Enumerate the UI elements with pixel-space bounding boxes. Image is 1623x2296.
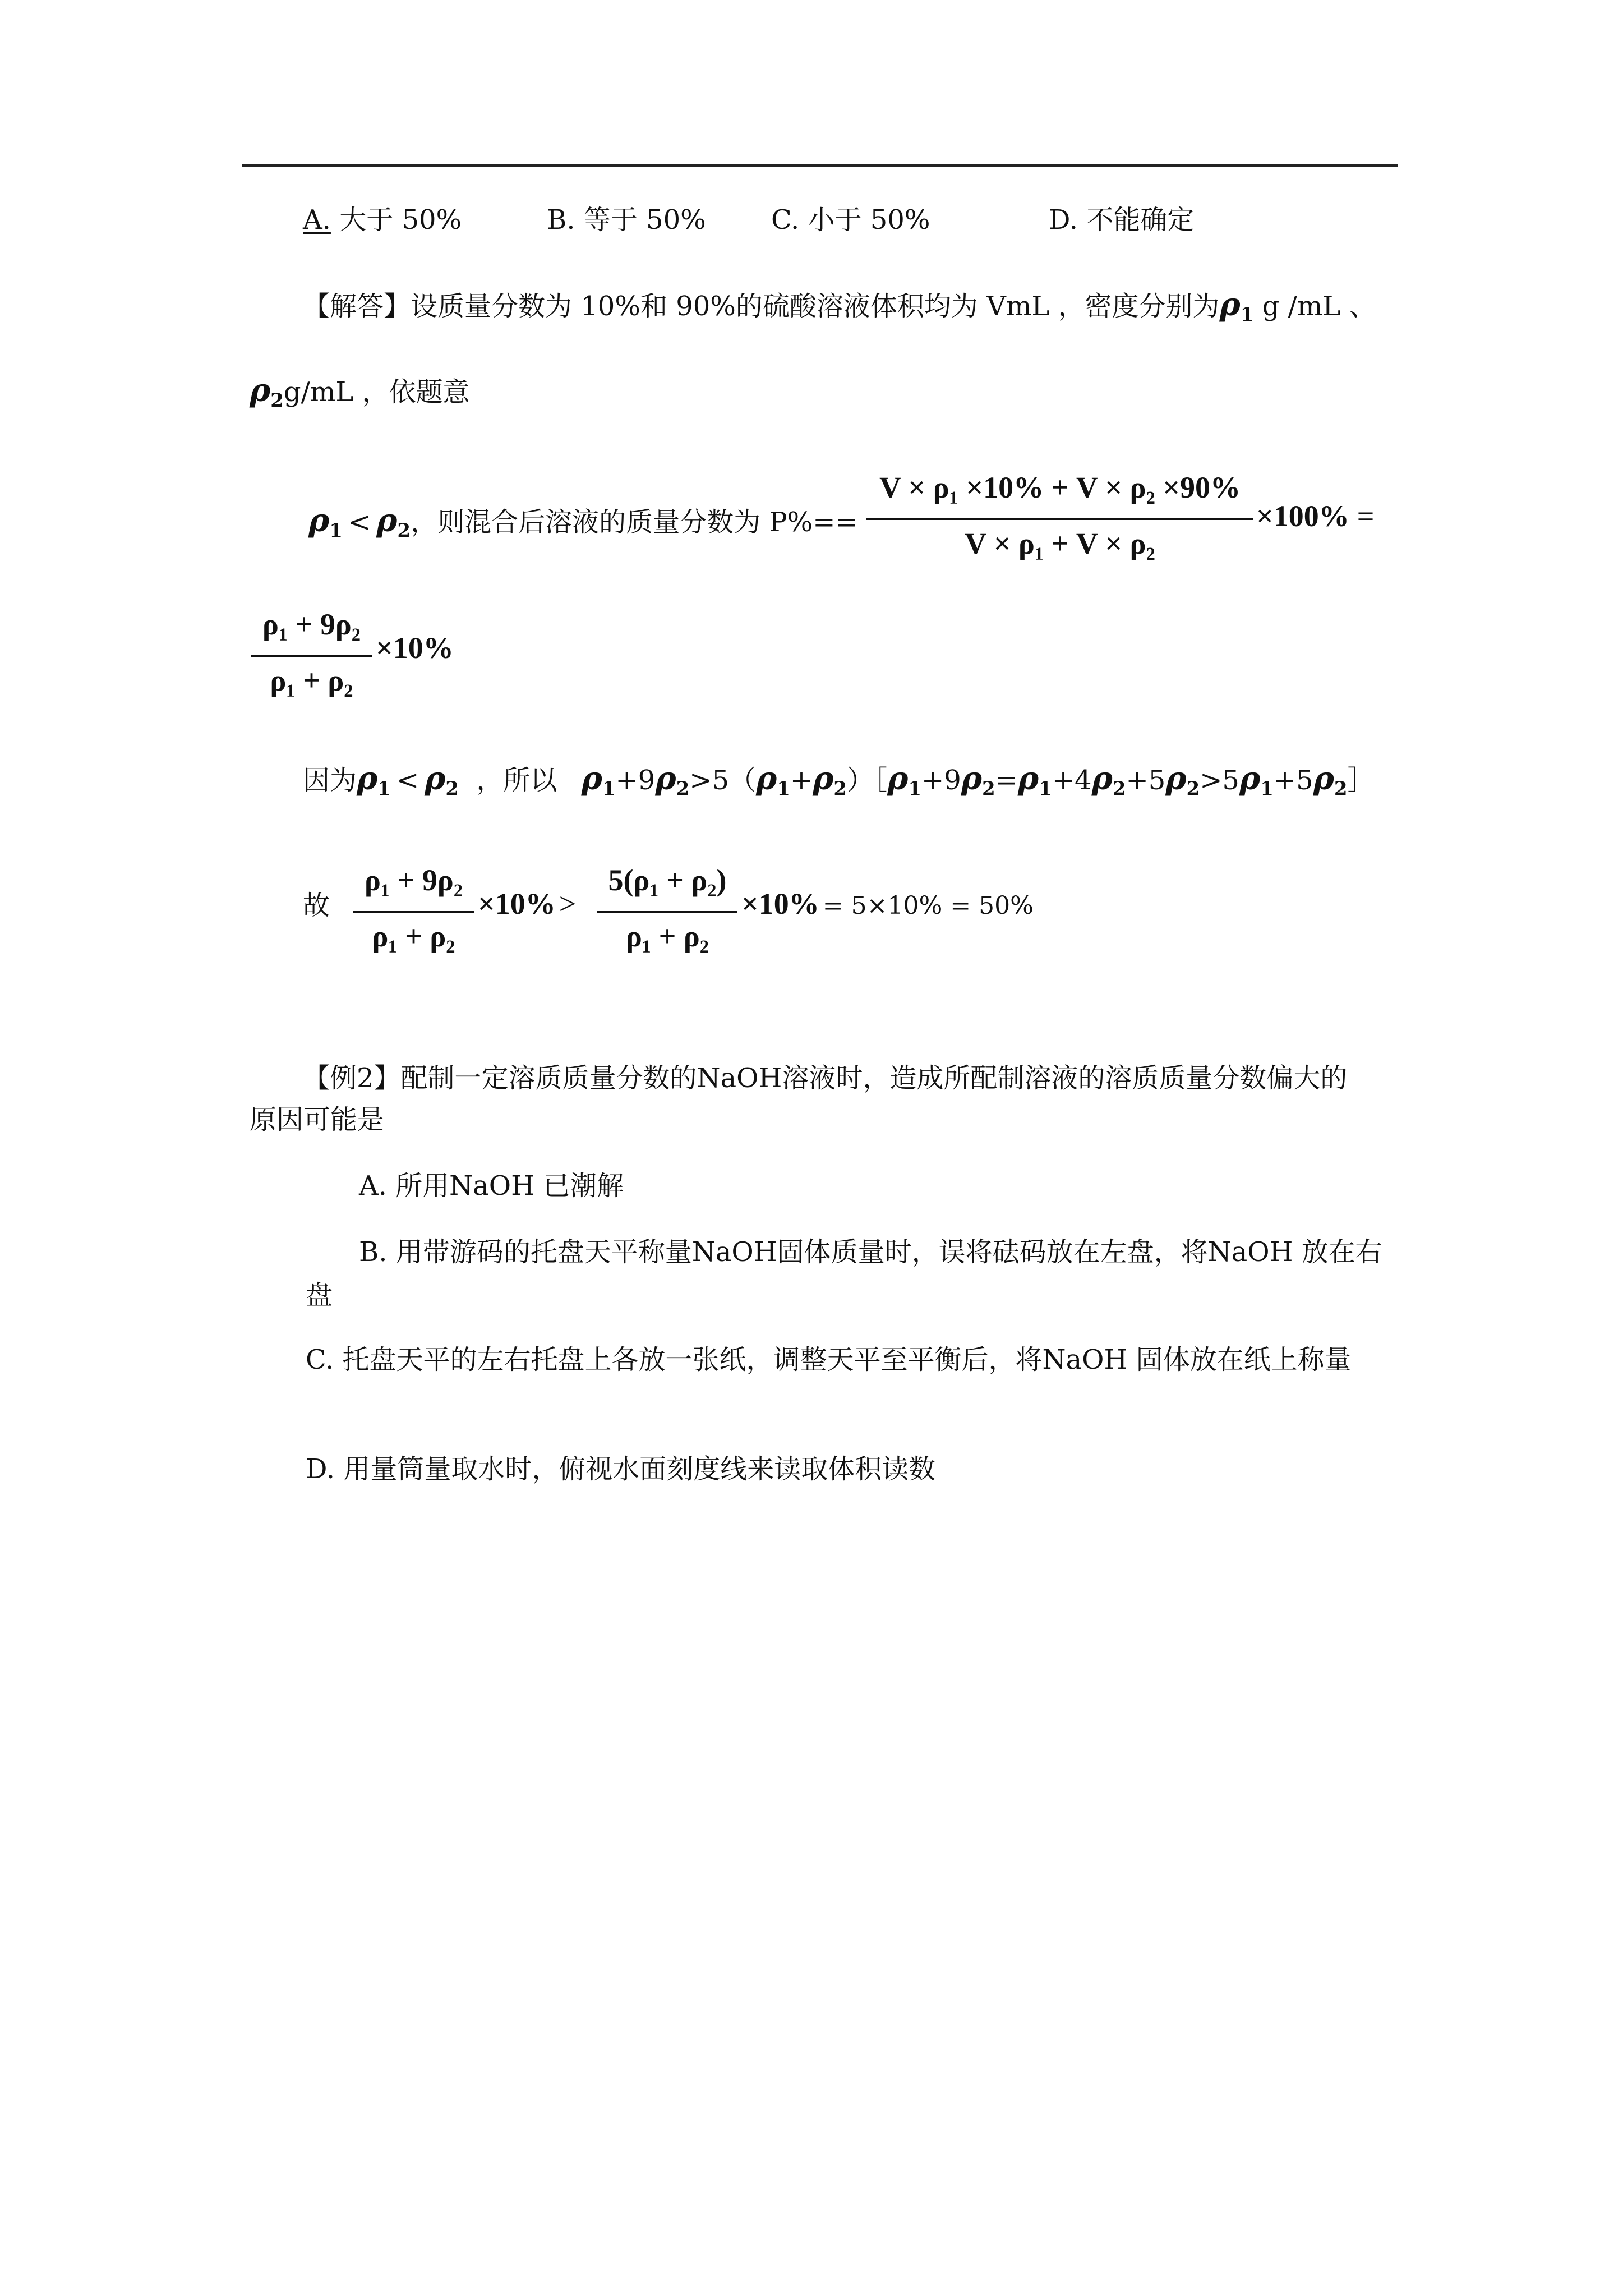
option-a-text: 大于 50% [339,204,462,236]
option-d: D. 不能确定 [1049,204,1195,236]
option-b: B. 等于 50% [547,204,706,236]
example2-option-c: C. 托盘天平的左右托盘上各放一张纸，调整天平至平衡后，将NaOH 固体放在纸上称量 [306,1344,1352,1375]
option-a [303,204,462,236]
mix-text: ，则混合后溶液的质量分数为 P%== [411,507,858,538]
therefore-numerator-2: 5(ρ₁ + ρ₂) [608,863,727,897]
times-10: ×10% [376,631,454,665]
example2-option-b-line1: B. 用带游码的托盘天平称量NaOH固体质量时，误将砝码放在左盘，将NaOH 放在右 [359,1236,1382,1268]
example2-question-line1: 【例2】配制一定溶质质量分数的NaOH溶液时，造成所配制溶液的溶质质量分数偏大的 [303,1062,1348,1094]
equals-sign: = [1357,499,1375,533]
example2-question-line2: 原因可能是 [250,1104,385,1135]
lt-sign: < [348,507,371,538]
answer-unit-2: g/mL ，依题意 [283,376,470,408]
because-line: 因为$\rho_1 < \rho_2$ ，所以 $\rho_1+9\rho_2>5(\rho_1+\rho_2)[\rho_1+9\rho_2=\rho_1+4\rho_2+5\rho_2>5\rho_1+5\rho_2]$ [303,760,1375,800]
therefore-result: ×10% = 5×10% = 50% [741,887,1034,921]
simplified-fraction [251,607,372,708]
simplified-denominator: ρ₁ + ρ₂ [270,664,353,697]
answer-intro: 【解答】设质量分数为 10%和 90%的硫酸溶液体积均为 VmL ，密度分别为 [303,291,1220,322]
answer-line-2: $\rho_2g/mL$ ，依题意 [250,372,470,412]
therefore-fraction-1: ρ₁ + 9ρ₂ ρ₁ + ρ₂ [353,863,474,964]
result-text: = 5×10% = 50% [822,891,1034,920]
fraction-numerator: V × ρ₁ ×10% + V × ρ₂ ×90% [879,471,1241,504]
example2-option-b-line2: 盘 [306,1280,333,1311]
mass-fraction-formula [866,470,1253,571]
simplified-numerator: ρ₁ + 9ρ₂ [262,608,361,641]
therefore-times-10-a: ×10% > [478,887,577,921]
times-100: ×100% = [1256,499,1375,533]
therefore-fraction-2: 5(ρ₁ + ρ₂) ρ₁ + ρ₂ [597,863,737,964]
therefore-label: 故 [303,890,330,921]
option-a-label: A. [303,204,331,236]
answer-line-1: 【解答】设质量分数为 10%和 90%的硫酸溶液体积均为 VmL ，密度分别为$\rho_1$ g /mL 、 [303,286,1376,326]
option-c: C. 小于 50% [771,204,930,236]
fraction-denominator: V × ρ₁ + V × ρ₂ [965,527,1155,560]
example2-option-d: D. 用量筒量取水时，俯视水面刻度线来读取体积读数 [306,1453,936,1485]
answer-line-3: $\rho_1 < \rho_2$，则混合后溶液的质量分数为 P%== [308,502,858,542]
header-rule [242,164,1398,167]
answer-unit-1: g /mL 、 [1262,291,1376,322]
example2-option-a: A. 所用NaOH 已潮解 [359,1170,624,1202]
